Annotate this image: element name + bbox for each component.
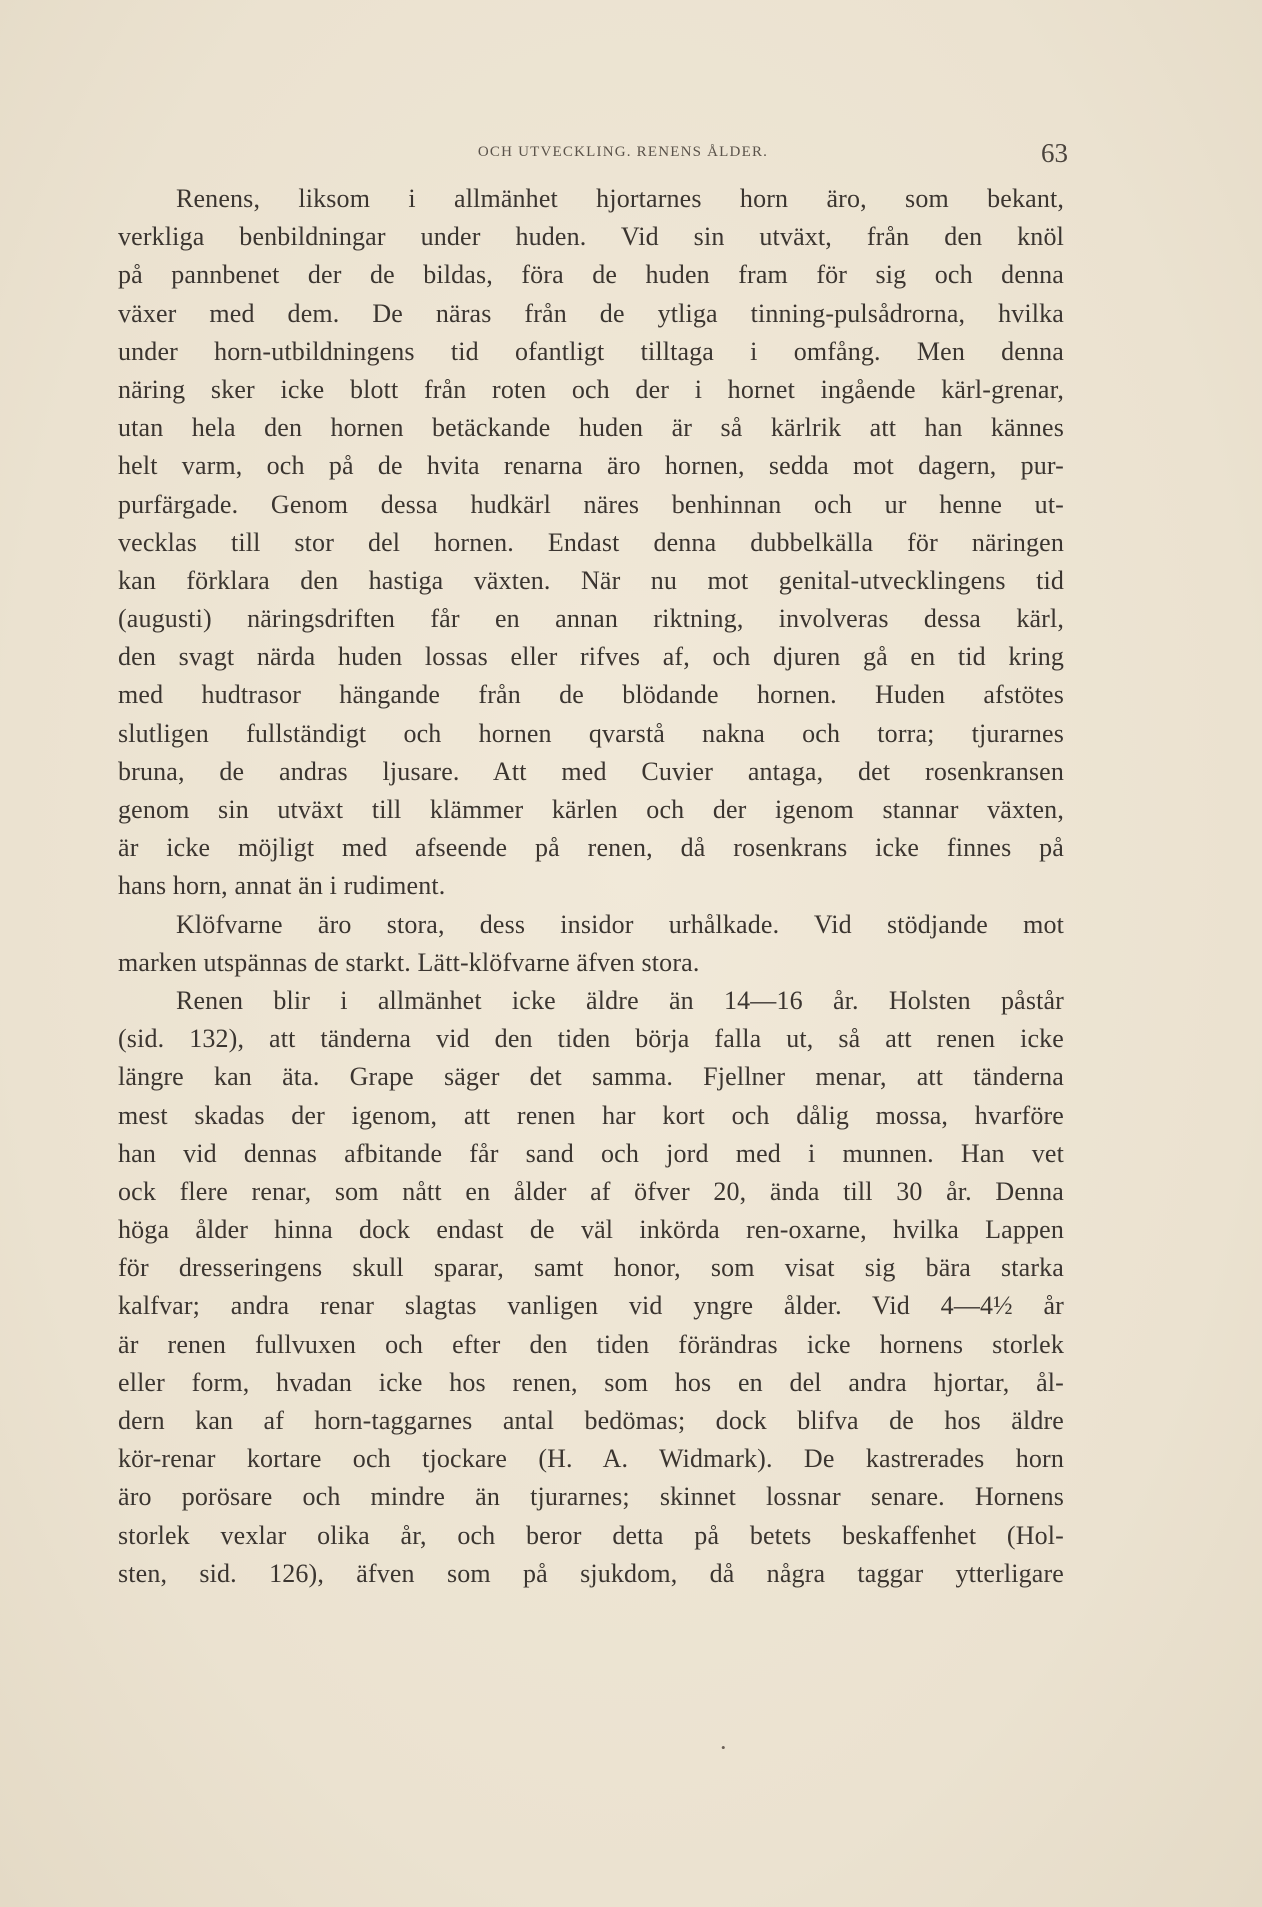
text-line: dern kan af horn-taggarnes antal bedömas; dock blifva de hos äldre	[118, 1406, 1064, 1435]
text-line: han vid dennas afbitande får sand och jord med i munnen. Han vet	[118, 1138, 1064, 1168]
text-line: hans horn, annat än i rudiment.	[118, 871, 446, 901]
text-line: höga ålder hinna dock endast de väl inkörda ren-oxarne, hvilka Lappen	[118, 1215, 1064, 1245]
text-line: utan hela den hornen betäckande huden är så kärlrik att han kännes	[118, 413, 1064, 443]
text-line: helt varm, och på de hvita renarna äro hornen, sedda mot dagern, pur-	[118, 451, 1064, 481]
text-line: är icke möjligt med afseende på renen, då rosenkrans icke finnes på	[118, 833, 1064, 863]
text-line: är renen fullvuxen och efter den tiden förändras icke hornens storlek	[118, 1329, 1064, 1359]
text-line: vecklas till stor del hornen. Endast denna dubbelkälla för näringen	[118, 527, 1064, 557]
text-line: ock flere renar, som nått en ålder af öfver 20, ända till 30 år. Denna	[118, 1176, 1064, 1206]
text-line: kör-renar kortare och tjockare (H. A. Widmark). De kastrerades horn	[118, 1444, 1064, 1474]
text-line: Renens, liksom i allmänhet hjortarnes horn äro, som bekant,	[176, 184, 1064, 213]
signature-mark: •	[721, 1740, 726, 1755]
text-line: (sid. 132), att tänderna vid den tiden börja falla ut, så att renen icke	[118, 1024, 1064, 1054]
text-line: Renen blir i allmänhet icke äldre än 14—16 år. Holsten påstår	[176, 985, 1064, 1015]
text-line: purfärgade. Genom dessa hudkärl näres benhinnan och ur henne ut-	[118, 489, 1064, 519]
text-line: genom sin utväxt till klämmer kärlen och der igenom stannar växten,	[118, 795, 1064, 824]
text-line: (augusti) näringsdriften får en annan riktning, involveras dessa kärl,	[118, 604, 1064, 634]
text-line: kan förklara den hastiga växten. När nu mot genital-utvecklingens tid	[118, 565, 1064, 595]
text-line: marken utspännas de starkt. Lätt-klöfvarne äfven stora.	[118, 947, 700, 977]
running-head	[178, 138, 1068, 172]
text-line: näring sker icke blott från roten och der i hornet ingående kärl-grenar,	[118, 374, 1064, 404]
text-line: sten, sid. 126), äfven som på sjukdom, då några taggar ytterligare	[118, 1558, 1064, 1588]
text-line: den svagt närda huden lossas eller rifves af, och djuren gå en tid kring	[118, 642, 1064, 672]
text-line: Klöfvarne äro stora, dess insidor urhålkade. Vid stödjande mot	[176, 909, 1064, 939]
text-line: för dresseringens skull sparar, samt honor, som visat sig bära starka	[118, 1253, 1064, 1283]
text-line: under horn-utbildningens tid ofantligt tilltaga i omfång. Men denna	[118, 336, 1064, 366]
running-title: OCH UTVECKLING. RENENS ÅLDER.	[477, 144, 769, 160]
text-line: längre kan äta. Grape säger det samma. Fjellner menar, att tänderna	[118, 1062, 1064, 1092]
text-line: kalfvar; andra renar slagtas vanligen vid yngre ålder. Vid 4—4½ år	[118, 1291, 1064, 1321]
text-line: slutligen fullständigt och hornen qvarstå nakna och torra; tjurarnes	[118, 718, 1064, 748]
text-line: verkliga benbildningar under huden. Vid sin utväxt, från den knöl	[118, 222, 1064, 252]
body-text	[118, 180, 1064, 1593]
text-line: mest skadas der igenom, att renen har kort och dålig mossa, hvarföre	[118, 1100, 1064, 1130]
text-line: eller form, hvadan icke hos renen, som hos en del andra hjortar, ål-	[118, 1367, 1064, 1397]
text-line: växer med dem. De näras från de ytliga tinning-pulsådrorna, hvilka	[118, 298, 1064, 328]
text-line: på pannbenet der de bildas, föra de huden fram för sig och denna	[118, 260, 1064, 290]
text-line: storlek vexlar olika år, och beror detta på betets beskaffenhet (Hol-	[118, 1520, 1064, 1550]
text-line: äro porösare och mindre än tjurarnes; skinnet lossnar senare. Hornens	[118, 1482, 1064, 1512]
text-line: bruna, de andras ljusare. Att med Cuvier antaga, det rosenkransen	[118, 756, 1064, 786]
text-line: med hudtrasor hängande från de blödande hornen. Huden afstötes	[118, 680, 1064, 710]
page-number: 63	[1041, 138, 1068, 168]
